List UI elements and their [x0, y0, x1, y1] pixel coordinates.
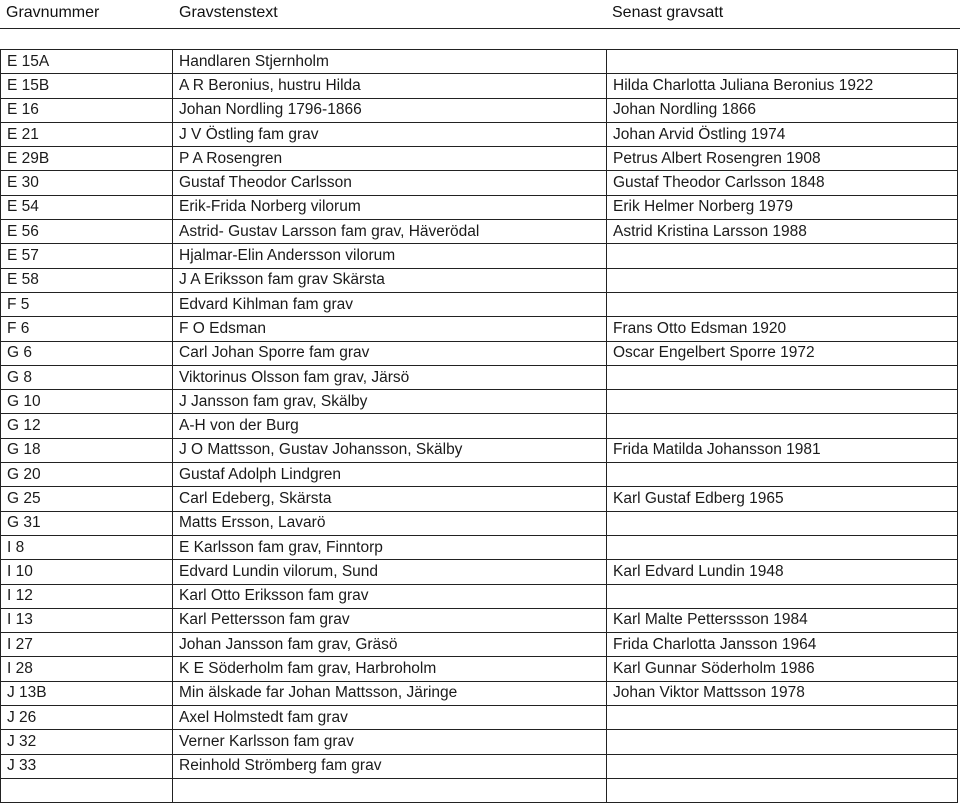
- grave-number-cell: E 21: [1, 122, 173, 146]
- last-buried-cell: Johan Arvid Östling 1974: [607, 122, 958, 146]
- last-buried-cell: [607, 535, 958, 559]
- table-row: [1, 730, 958, 754]
- table-row: [1, 220, 958, 244]
- table-row: [1, 438, 958, 462]
- gravestone-text-cell: Karl Otto Eriksson fam grav: [173, 584, 607, 608]
- grave-number-cell: G 12: [1, 414, 173, 438]
- last-buried-cell: Erik Helmer Norberg 1979: [607, 195, 958, 219]
- gravestone-text-cell: Carl Edeberg, Skärsta: [173, 487, 607, 511]
- last-buried-cell: Karl Gustaf Edberg 1965: [607, 487, 958, 511]
- last-buried-cell: Gustaf Theodor Carlsson 1848: [607, 171, 958, 195]
- gravestone-text-cell: P A Rosengren: [173, 147, 607, 171]
- table-row: [1, 487, 958, 511]
- table-row: [1, 195, 958, 219]
- grave-table-body: [1, 50, 958, 803]
- table-row: [1, 706, 958, 730]
- gravestone-text-cell: E Karlsson fam grav, Finntorp: [173, 535, 607, 559]
- grave-number-cell: F 5: [1, 292, 173, 316]
- header-gravnummer: Gravnummer: [6, 4, 100, 21]
- gravestone-text-cell: A R Beronius, hustru Hilda: [173, 74, 607, 98]
- gravestone-text-cell: J O Mattsson, Gustav Johansson, Skälby: [173, 438, 607, 462]
- table-row: [1, 390, 958, 414]
- last-buried-cell: [607, 268, 958, 292]
- table-row: [1, 98, 958, 122]
- last-buried-cell: [607, 50, 958, 74]
- grave-number-cell: J 26: [1, 706, 173, 730]
- gravestone-text-cell: [173, 778, 607, 802]
- last-buried-cell: [607, 511, 958, 535]
- last-buried-cell: Astrid Kristina Larsson 1988: [607, 220, 958, 244]
- last-buried-cell: [607, 244, 958, 268]
- grave-number-cell: E 29B: [1, 147, 173, 171]
- grave-number-cell: G 20: [1, 463, 173, 487]
- gravestone-text-cell: Erik-Frida Norberg vilorum: [173, 195, 607, 219]
- table-row: [1, 560, 958, 584]
- table-row: [1, 268, 958, 292]
- last-buried-cell: Petrus Albert Rosengren 1908: [607, 147, 958, 171]
- grave-table: [0, 49, 958, 803]
- grave-number-cell: J 32: [1, 730, 173, 754]
- grave-number-cell: E 58: [1, 268, 173, 292]
- table-row: [1, 365, 958, 389]
- gravestone-text-cell: J A Eriksson fam grav Skärsta: [173, 268, 607, 292]
- last-buried-cell: [607, 730, 958, 754]
- grave-number-cell: I 12: [1, 584, 173, 608]
- last-buried-cell: [607, 463, 958, 487]
- last-buried-cell: Karl Edvard Lundin 1948: [607, 560, 958, 584]
- header-senast-gravsatt: Senast gravsatt: [612, 4, 724, 21]
- gravestone-text-cell: Astrid- Gustav Larsson fam grav, Häverödal: [173, 220, 607, 244]
- table-row: [1, 122, 958, 146]
- gravestone-text-cell: Johan Jansson fam grav, Gräsö: [173, 633, 607, 657]
- gravestone-text-cell: Hjalmar-Elin Andersson vilorum: [173, 244, 607, 268]
- table-row: [1, 584, 958, 608]
- last-buried-cell: Frida Matilda Johansson 1981: [607, 438, 958, 462]
- grave-number-cell: I 13: [1, 608, 173, 632]
- last-buried-cell: Frida Charlotta Jansson 1964: [607, 633, 958, 657]
- gravestone-text-cell: Viktorinus Olsson fam grav, Järsö: [173, 365, 607, 389]
- gravestone-text-cell: Min älskade far Johan Mattsson, Järinge: [173, 681, 607, 705]
- table-row: [1, 50, 958, 74]
- grave-number-cell: E 15A: [1, 50, 173, 74]
- grave-number-cell: G 10: [1, 390, 173, 414]
- gravestone-text-cell: Matts Ersson, Lavarö: [173, 511, 607, 535]
- grave-number-cell: E 16: [1, 98, 173, 122]
- grave-number-cell: G 25: [1, 487, 173, 511]
- grave-number-cell: I 8: [1, 535, 173, 559]
- header-gravstenstext: Gravstenstext: [179, 4, 278, 21]
- table-row: [1, 341, 958, 365]
- last-buried-cell: [607, 365, 958, 389]
- last-buried-cell: Hilda Charlotta Juliana Beronius 1922: [607, 74, 958, 98]
- gravestone-text-cell: F O Edsman: [173, 317, 607, 341]
- gravestone-text-cell: Gustaf Theodor Carlsson: [173, 171, 607, 195]
- header-divider: [0, 28, 960, 29]
- table-row: [1, 681, 958, 705]
- grave-number-cell: J 13B: [1, 681, 173, 705]
- last-buried-cell: [607, 292, 958, 316]
- grave-number-cell: G 18: [1, 438, 173, 462]
- last-buried-cell: Frans Otto Edsman 1920: [607, 317, 958, 341]
- table-row: [1, 317, 958, 341]
- gravestone-text-cell: Carl Johan Sporre fam grav: [173, 341, 607, 365]
- gravestone-text-cell: J Jansson fam grav, Skälby: [173, 390, 607, 414]
- grave-number-cell: J 33: [1, 754, 173, 778]
- table-row: [1, 608, 958, 632]
- grave-number-cell: G 31: [1, 511, 173, 535]
- grave-number-cell: E 56: [1, 220, 173, 244]
- last-buried-cell: Karl Malte Petterssson 1984: [607, 608, 958, 632]
- gravestone-text-cell: A-H von der Burg: [173, 414, 607, 438]
- table-row: [1, 535, 958, 559]
- table-row: [1, 511, 958, 535]
- grave-number-cell: E 57: [1, 244, 173, 268]
- grave-number-cell: F 6: [1, 317, 173, 341]
- last-buried-cell: [607, 414, 958, 438]
- gravestone-text-cell: Verner Karlsson fam grav: [173, 730, 607, 754]
- table-row: [1, 292, 958, 316]
- gravestone-text-cell: J V Östling fam grav: [173, 122, 607, 146]
- gravestone-text-cell: Karl Pettersson fam grav: [173, 608, 607, 632]
- gravestone-text-cell: Edvard Kihlman fam grav: [173, 292, 607, 316]
- table-row: [1, 74, 958, 98]
- grave-number-cell: I 28: [1, 657, 173, 681]
- grave-number-cell: G 6: [1, 341, 173, 365]
- gravestone-text-cell: K E Söderholm fam grav, Harbroholm: [173, 657, 607, 681]
- grave-number-cell: E 15B: [1, 74, 173, 98]
- table-row: [1, 414, 958, 438]
- last-buried-cell: [607, 706, 958, 730]
- grave-number-cell: E 30: [1, 171, 173, 195]
- last-buried-cell: Johan Viktor Mattsson 1978: [607, 681, 958, 705]
- gravestone-text-cell: Reinhold Strömberg fam grav: [173, 754, 607, 778]
- table-row: [1, 778, 958, 802]
- table-row: [1, 147, 958, 171]
- last-buried-cell: [607, 584, 958, 608]
- gravestone-text-cell: Edvard Lundin vilorum, Sund: [173, 560, 607, 584]
- table-row: [1, 171, 958, 195]
- grave-number-cell: E 54: [1, 195, 173, 219]
- last-buried-cell: Oscar Engelbert Sporre 1972: [607, 341, 958, 365]
- gravestone-text-cell: Gustaf Adolph Lindgren: [173, 463, 607, 487]
- grave-number-cell: G 8: [1, 365, 173, 389]
- last-buried-cell: [607, 754, 958, 778]
- last-buried-cell: [607, 778, 958, 802]
- table-row: [1, 633, 958, 657]
- table-row: [1, 657, 958, 681]
- table-row: [1, 463, 958, 487]
- table-row: [1, 244, 958, 268]
- grave-number-cell: [1, 778, 173, 802]
- last-buried-cell: Karl Gunnar Söderholm 1986: [607, 657, 958, 681]
- last-buried-cell: [607, 390, 958, 414]
- table-row: [1, 754, 958, 778]
- gravestone-text-cell: Axel Holmstedt fam grav: [173, 706, 607, 730]
- gravestone-text-cell: Johan Nordling 1796-1866: [173, 98, 607, 122]
- gravestone-text-cell: Handlaren Stjernholm: [173, 50, 607, 74]
- last-buried-cell: Johan Nordling 1866: [607, 98, 958, 122]
- grave-number-cell: I 27: [1, 633, 173, 657]
- grave-number-cell: I 10: [1, 560, 173, 584]
